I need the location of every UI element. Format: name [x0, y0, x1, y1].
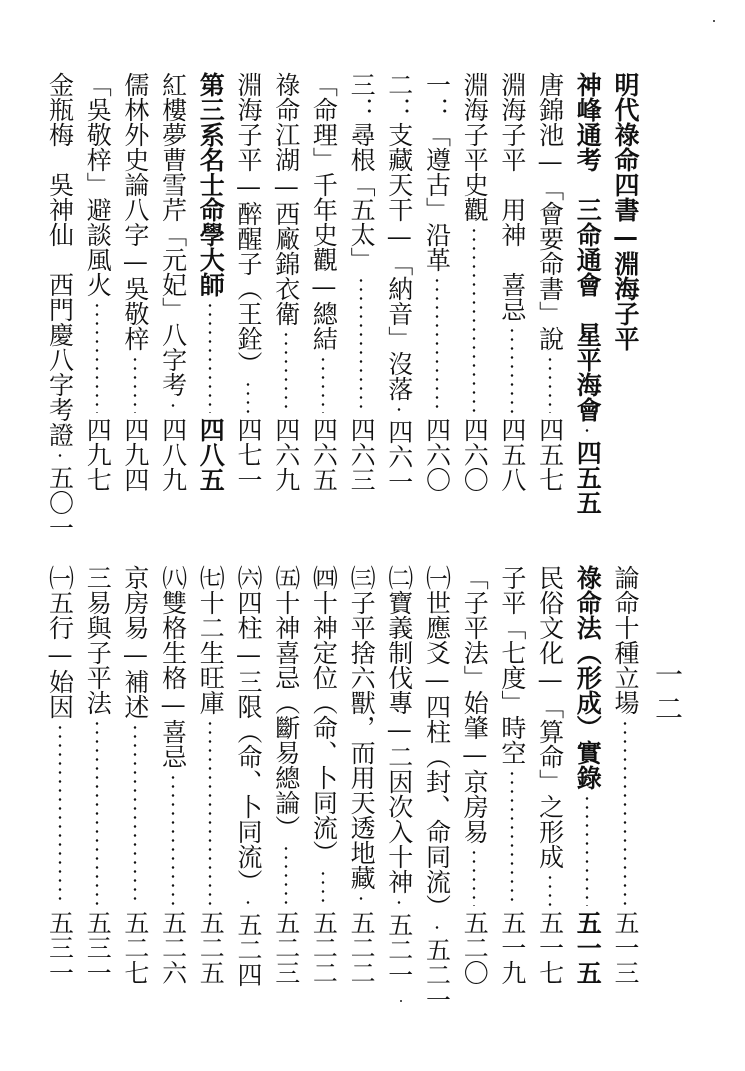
toc-leader-dots	[231, 380, 265, 413]
toc-entry-page: 四六五	[309, 417, 339, 492]
toc-entry-title: 論命十種立場	[611, 565, 640, 715]
toc-entry-title: 淵海子平—醉醒子（王銓）	[234, 72, 263, 376]
toc-entry-page: 五二二	[309, 910, 339, 985]
toc-leader-dots	[457, 848, 491, 906]
toc-entry	[306, 565, 340, 985]
toc-entry	[495, 565, 529, 985]
scan-speck	[713, 20, 715, 22]
toc-entry	[495, 72, 529, 492]
toc-entry-page: 五二七	[120, 910, 150, 985]
toc-entry-title: 「子平法」始肇—京房易	[460, 565, 490, 844]
toc-entry-title: 第三系名士命學大師	[196, 72, 226, 297]
toc-leader-dots	[382, 405, 416, 415]
toc-leader-dots	[80, 301, 114, 413]
toc-entry	[269, 565, 303, 985]
toc-entry-title: 淵海子平 用神 喜忌	[497, 72, 527, 322]
toc-entry	[231, 72, 265, 492]
toc-leader-dots	[269, 330, 303, 413]
toc-entry-page: 五一三	[611, 910, 640, 985]
toc-entry-page: 五二〇	[460, 910, 490, 985]
toc-entry-title: 一：「遵古」沿革	[422, 72, 452, 272]
toc-entry	[306, 72, 340, 492]
toc-entry	[570, 565, 604, 985]
toc-leader-dots	[420, 276, 454, 413]
toc-entry	[231, 565, 265, 985]
toc-entry-title: 神峰通考 三命通會 星平海會	[573, 72, 603, 422]
toc-entry	[382, 565, 416, 985]
toc-entry-title: ㈦十二生旺庫	[196, 565, 226, 715]
toc-entry	[344, 565, 378, 985]
toc-entry	[43, 565, 77, 985]
toc-entry-title: 紅樓夢曹雪芹「元妃」八字考	[158, 72, 188, 397]
toc-entry	[533, 72, 567, 492]
toc-leader-dots	[570, 426, 604, 436]
toc-leader-dots	[420, 923, 454, 933]
toc-entry-page: 四五五	[573, 440, 603, 515]
toc-entry-title: ㈠世應爻—四柱（封、命同流）	[422, 565, 452, 919]
scan-speck	[400, 1000, 402, 1002]
toc-entry	[533, 565, 567, 985]
toc-entry	[43, 72, 77, 540]
toc-entry-title: 三：尋根「五太」	[347, 72, 377, 272]
toc-entry-title: 明代祿命四書—淵海子平	[611, 72, 640, 351]
toc-entry-title: 「命理」千年史觀—總結	[309, 72, 339, 351]
toc-leader-dots	[156, 401, 190, 413]
toc-entry	[156, 565, 190, 985]
toc-entry-page: 五二二	[347, 910, 377, 985]
toc-entry-title: 二：支藏天干—「納音」沒落	[384, 72, 414, 401]
toc-leader-dots	[382, 898, 416, 908]
toc-leader-dots	[570, 794, 604, 906]
toc-entry	[193, 72, 227, 492]
toc-entry	[118, 72, 152, 492]
toc-leader-dots	[43, 451, 77, 461]
toc-entry-title: ㈥四柱—三限（命、卜同流）	[234, 565, 263, 894]
toc-entry	[80, 565, 114, 985]
toc-entry-page: 四六九	[271, 417, 301, 492]
toc-entry	[156, 72, 190, 492]
toc-entry-title: 祿命江湖—西廠錦衣衛	[271, 72, 301, 326]
toc-entry	[269, 72, 303, 492]
toc-entry-page: 四九七	[83, 417, 113, 492]
toc-entry	[382, 72, 416, 492]
toc-leader-dots	[193, 301, 227, 413]
toc-entry-title: ㈡寶義制伐專—二因次入十神	[384, 565, 414, 894]
toc-entry-title: 淵海子平史觀	[460, 72, 490, 222]
toc-leader-dots	[457, 226, 491, 413]
toc-leader-dots	[495, 326, 529, 413]
toc-leader-dots	[344, 894, 378, 906]
toc-entry	[118, 565, 152, 985]
toc-leader-dots	[118, 355, 152, 413]
toc-entry	[457, 72, 491, 492]
toc-entry-page: 五二四	[234, 912, 263, 987]
toc-leader-dots	[306, 869, 340, 906]
toc-entry	[193, 565, 227, 985]
toc-entry-title: ㈢子平捨六獸，而用天透地藏	[347, 565, 377, 890]
toc-entry-page: 四六一	[384, 419, 414, 494]
toc-entry	[344, 72, 378, 492]
toc-entry-page: 四五七	[535, 417, 565, 492]
toc-entry-page: 四九四	[120, 417, 150, 492]
toc-leader-dots	[43, 723, 77, 906]
toc-entry-page: 五一七	[535, 910, 565, 985]
toc-entry-page: 四六〇	[422, 417, 452, 492]
toc-entry-page: 四五八	[497, 417, 527, 492]
toc-entry	[570, 72, 604, 515]
toc-entry-title: 三易與子平法	[83, 565, 113, 715]
toc-leader-dots	[269, 844, 303, 906]
toc-entry-page: 四六三	[347, 417, 377, 492]
toc-leader-dots	[156, 773, 190, 906]
toc-leader-dots	[495, 769, 529, 906]
toc-entry-page: 五一五	[573, 910, 603, 985]
toc-entry	[608, 72, 642, 351]
toc-entry-page: 四六〇	[460, 417, 490, 492]
toc-entry-page: 四七一	[234, 417, 263, 492]
toc-entry-title: ㈤十神喜忌（斷易總論）	[271, 565, 301, 840]
toc-entry-title: 京房易—補述	[120, 565, 150, 719]
toc-entry-title: ㈣十神定位（命、卜同流）	[309, 565, 339, 865]
toc-entry-page: 五二六	[158, 910, 188, 985]
toc-entry-page: 五二三	[271, 910, 301, 985]
toc-entry-page: 五二五	[196, 910, 226, 985]
toc-entry-page: 五一九	[497, 910, 527, 985]
toc-entry-page: 五二一	[422, 937, 452, 1012]
toc-entry-title: 金瓶梅 吳神仙 西門慶八字考證	[45, 72, 75, 447]
toc-leader-dots	[306, 355, 340, 413]
page-number: 一二	[651, 660, 684, 728]
toc-entry	[420, 72, 454, 492]
toc-leader-dots	[533, 355, 567, 413]
toc-entry-title: 民俗文化—「算命」之形成	[535, 565, 565, 869]
toc-entry	[608, 565, 642, 985]
toc-entry	[457, 565, 491, 985]
toc-entry-title: 祿命法（形成）實錄	[573, 565, 603, 790]
toc-leader-dots	[118, 723, 152, 906]
toc-leader-dots	[80, 719, 114, 906]
toc-entry-page: 四八五	[196, 417, 226, 492]
toc-entry-page: 五二一	[384, 912, 414, 987]
toc-entry-page: 五〇一	[45, 465, 75, 540]
toc-leader-dots	[193, 719, 227, 906]
toc-entry-page: 五三一	[83, 910, 113, 985]
toc-leader-dots	[231, 898, 265, 908]
toc-entry-page: 五三一	[45, 910, 75, 985]
toc-leader-dots	[533, 873, 567, 906]
toc-entry-page: 四八九	[158, 417, 188, 492]
toc-leader-dots	[608, 719, 642, 906]
toc-entry	[80, 72, 114, 492]
toc-leader-dots	[344, 276, 378, 413]
toc-entry-title: ㈠五行—始因	[45, 565, 75, 719]
toc-entry-title: 子平「七度」時空	[497, 565, 527, 765]
toc-entry	[420, 565, 454, 1012]
toc-entry-title: 「吳敬梓」避談風火	[83, 72, 113, 297]
toc-entry-title: 唐錦池—「會要命書」說	[535, 72, 565, 351]
toc-entry-title: 儒林外史論八字—吳敬梓	[120, 72, 150, 351]
toc-entry-title: ㈧雙格生格—喜忌	[158, 565, 188, 769]
